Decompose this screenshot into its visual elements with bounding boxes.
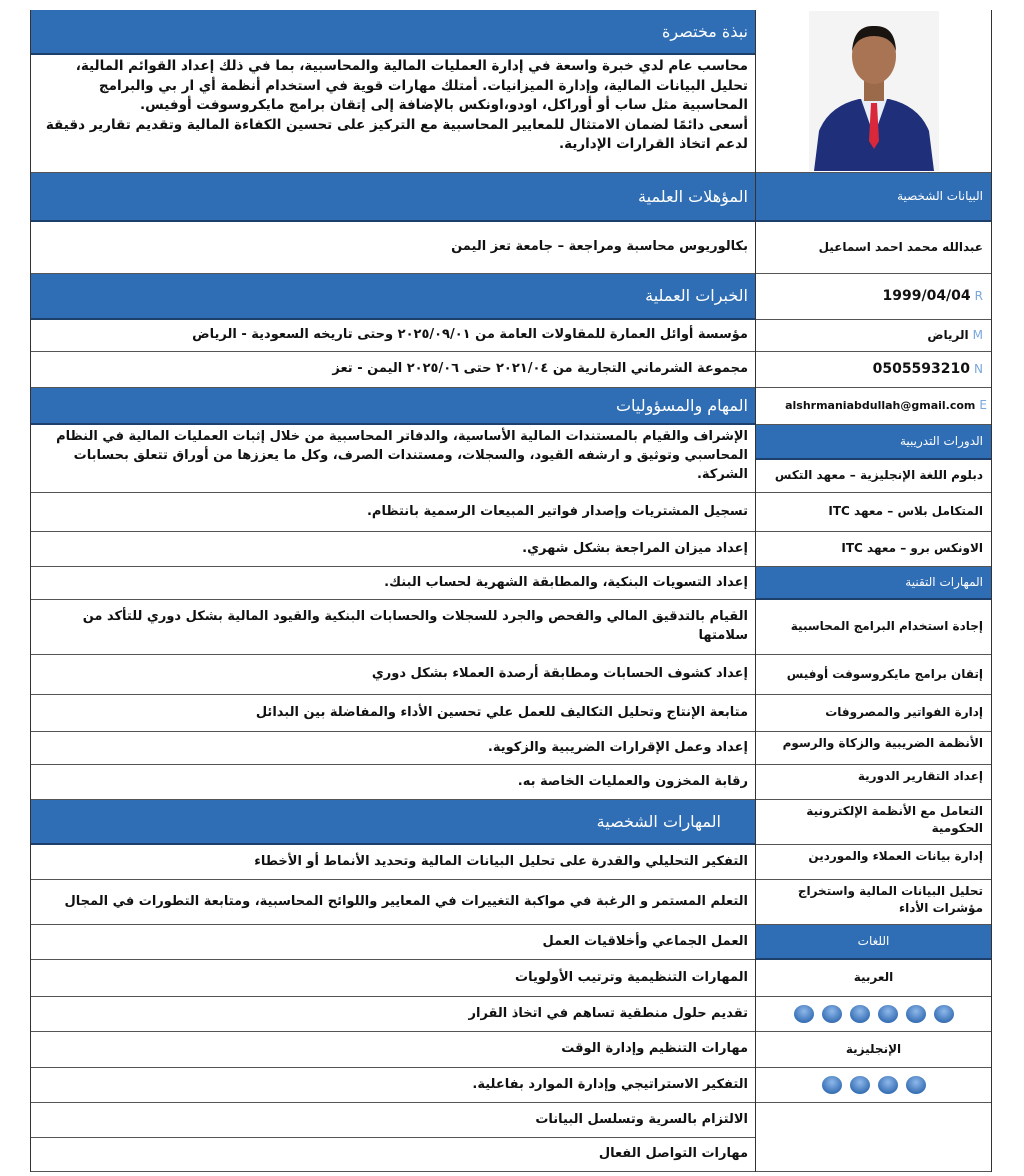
personal-header: البيانات الشخصية [756,173,991,222]
soft-skill-item: التعلم المستمر و الرغبة في مواكبة التغييرات في المعايير واللوائح المحاسبية، ومتابعة التطورات في المجال [31,880,756,925]
location-icon: M [972,327,983,342]
level-dot-icon [822,1005,842,1023]
tech-skill-item: الأنظمة الضريبية والزكاة والرسوم [756,732,991,765]
level-dot-icon [822,1076,842,1094]
soft-skill-item: مهارات التواصل الفعال [31,1138,756,1172]
language-level-dots [764,1076,983,1094]
experience-item: مؤسسة أوائل العمارة للمقاولات العامة من ٢٠٢٥/٠٩/٠١ وحتى تاريخه السعودية - الرياض [31,320,756,352]
tech-skill-item: إجادة استخدام البرامج المحاسبية [756,600,991,655]
soft-skill-item: التفكير التحليلي والقدرة على تحليل البيانات المالية وتحديد الأنماط أو الأخطاء [31,845,756,880]
city-value: الرياض [927,327,969,342]
left-column [30,10,756,1172]
duty-item: متابعة الإنتاج وتحليل التكاليف للعمل علي تحسين الأداء والمفاضلة بين البدائل [31,695,756,732]
soft-skill-item: العمل الجماعي وأخلاقيات العمل [31,925,756,960]
level-dot-icon [878,1076,898,1094]
duty-item: تسجيل المشتريات وإصدار فواتير المبيعات الرسمية بانتظام. [31,493,756,532]
duty-item: الإشراف والقيام بالمستندات المالية الأساسية، والدفاتر المحاسبية من خلال إثبات العمليات المالية في النظام المحاسبي وتوثيق و ارشفه القيود، والسجلات، ومستندات الصرف، وكل ما يعززها من أوراق تتعلق بحسابات الشركة. [31,425,756,493]
person-photo-icon [809,11,939,171]
personal-name: عبدالله محمد احمد اسماعيل [756,222,991,274]
language-level [756,1068,991,1103]
soft-skill-item: الالتزام بالسرية وتسلسل البيانات [31,1103,756,1138]
duty-item: رقابة المخزون والعمليات الخاصة به. [31,765,756,800]
soft-skill-item: مهارات التنظيم وإدارة الوقت [31,1032,756,1068]
duty-item: إعداد كشوف الحسابات ومطابقة أرصدة العملاء بشكل دوري [31,655,756,695]
soft-skills-header [31,800,756,845]
course-item: دبلوم اللغة الإنجليزية – معهد التكس [756,460,991,493]
experience-item: مجموعة الشرماني التجارية من ٢٠٢١/٠٤ حتى ٢٠٢٥/٠٦ اليمن - تعز [31,352,756,388]
summary-paragraph-1: محاسب عام لدي خبرة واسعة في إدارة العمليات المالية والمحاسبية، بما في ذلك إعداد القوائم المالية، تحليل البيانات المالية، وإدارة الميزانيات. أمتلك مهارات قوية في استخدام أنظمة أي ار بي والبرامج المحاسبية مثل ساب أو أوراكل، اودو،اونكس بالإضافة إلى إتقان برامج مايكروسوفت أوفيس. [75,58,748,114]
duty-item: إعداد التسويات البنكية، والمطابقة الشهرية لحساب البنك. [31,567,756,600]
level-dot-icon [794,1005,814,1023]
soft-skill-item: تقديم حلول منطقية تساهم في اتخاذ القرار [31,997,756,1032]
duty-item: إعداد ميزان المراجعة بشكل شهري. [31,532,756,567]
personal-dob [756,274,991,320]
level-dot-icon [934,1005,954,1023]
empty-cell [756,1103,991,1172]
qualifications-header: المؤهلات العلمية [31,173,756,222]
experience-header: الخبرات العملية [31,274,756,320]
summary-text [31,55,756,173]
level-dot-icon [878,1005,898,1023]
course-item: المتكامل بلاس – معهد ITC [756,493,991,532]
languages-header: اللغات [756,925,991,960]
tech-skill-item: تحليل البيانات المالية واستخراج مؤشرات الأداء [756,880,991,925]
soft-skill-item: التفكير الاستراتيجي وإدارة الموارد بفاعلية. [31,1068,756,1103]
level-dot-icon [850,1005,870,1023]
summary-header: نبذة مختصرة [31,10,756,55]
personal-phone [756,352,991,388]
email-icon: E [979,398,987,413]
phone-icon: N [974,361,983,376]
level-dot-icon [906,1076,926,1094]
language-name: الإنجليزية [756,1032,991,1068]
level-dot-icon [906,1005,926,1023]
soft-skills-title: المهارات الشخصية [596,811,721,831]
tech-skill-item: إدارة الفواتير والمصروفات [756,695,991,732]
language-level [756,997,991,1032]
profile-photo [756,10,991,173]
qualification-item: بكالوريوس محاسبة ومراجعة – جامعة تعز اليمن [31,222,756,274]
duties-header: المهام والمسؤوليات [31,388,756,425]
email-value[interactable]: alshrmaniabdullah@gmail.com [785,399,976,413]
personal-email [756,388,991,425]
tech-skills-header: المهارات التقنية [756,567,991,600]
tech-skill-item: إعداد التقارير الدورية [756,765,991,800]
calendar-icon: R [974,288,983,303]
tech-skill-item: إتقان برامج مايكروسوفت أوفيس [756,655,991,695]
summary-paragraph-2: أسعى دائمًا لضمان الامتثال للمعايير المحاسبية مع التركيز على تحسين الكفاءة المالية وتقديم تقارير دقيقة لدعم اتخاذ القرارات الإدارية. [45,116,748,153]
language-name: العربية [756,960,991,997]
language-level-dots [764,1005,983,1023]
duty-item: إعداد وعمل الإقرارات الضريبية والزكوية. [31,732,756,765]
duty-item: القيام بالتدقيق المالي والفحص والجرد للسجلات والحسابات البنكية والقيود المالية بشكل دوري للتأكد من سلامتها [31,600,756,655]
tech-skill-item: التعامل مع الأنظمة الإلكترونية الحكومية [756,800,991,845]
course-item: الاونكس برو – معهد ITC [756,532,991,567]
phone-value: 0505593210 [872,361,971,378]
dob-value: 1999/04/04 [882,288,971,305]
level-dot-icon [850,1076,870,1094]
tech-skill-item: إدارة بيانات العملاء والموردين [756,845,991,880]
right-column [755,10,992,1172]
personal-city [756,320,991,352]
soft-skill-item: المهارات التنظيمية وترتيب الأولويات [31,960,756,997]
courses-header: الدورات التدريبية [756,425,991,460]
